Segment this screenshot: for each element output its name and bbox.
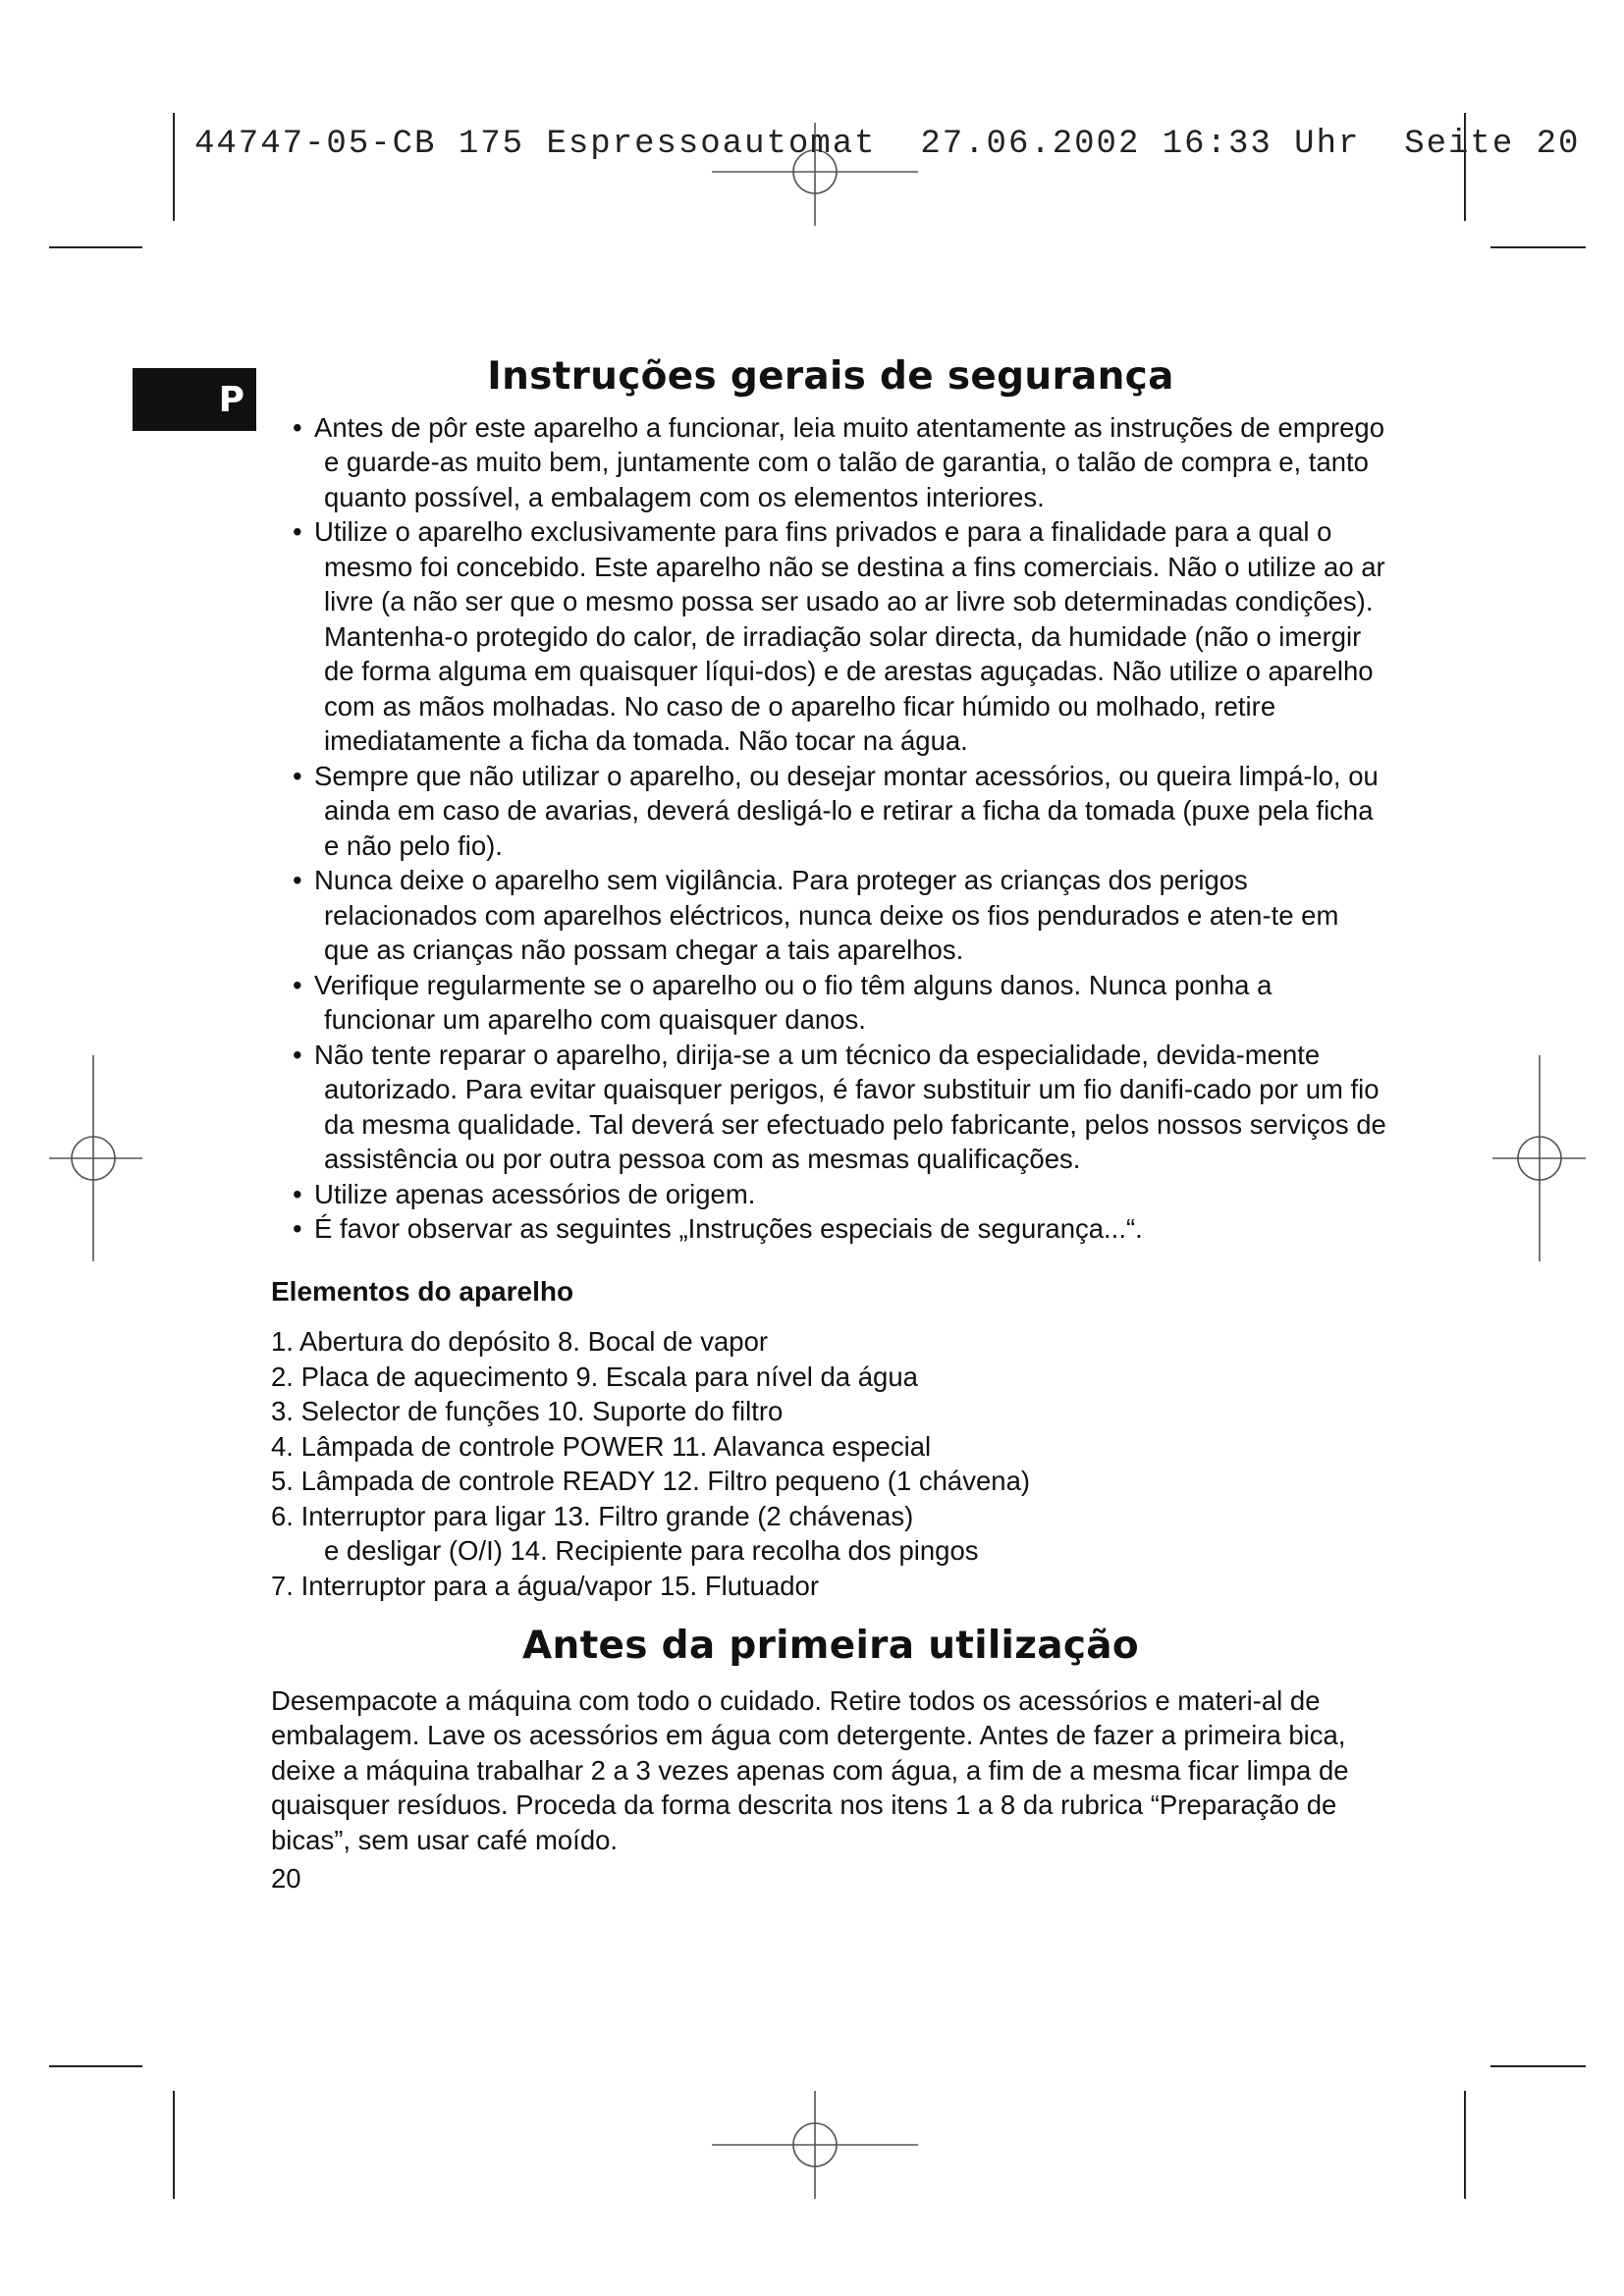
parts-list: [271, 1324, 1390, 1603]
first-use-paragraph: Desempacote a máquina com todo o cuidado. Retire todos os acessórios e materi-al de embalagem. Lave os acessórios em água com detergente. Antes de fazer a primeira bica, deixe a máquina trabalhar 2 a 3 vezes apenas com água, a fim de a mesma ficar limpa de quaisquer resíduos. Proceda da forma descrita nos itens 1 a 8 da rubrica “Preparação de bicas”, sem usar café moído.: [271, 1684, 1349, 1855]
list-item: • É favor observar as seguintes „Instruções especiais de segurança...“.: [293, 1213, 1143, 1244]
page-number: 20: [271, 1863, 301, 1894]
parts-heading: Elementos do aparelho: [271, 1275, 574, 1307]
list-item: 4. Lâmpada de controle POWER 11. Alavanca especial: [271, 1430, 932, 1462]
list-item: 7. Interruptor para a água/vapor 15. Flutuador: [271, 1570, 819, 1601]
list-item: • Não tente reparar o aparelho, dirija-se a um técnico da especialidade, devida-mente autorizado. Para evitar quaisquer perigos, é favor substituir um fio danifi-cado por um fio da mesma qualidade. Tal deverá ser efectuado pelo fabricante, pelos nossos serviços de assistência ou por outra pessoa com as mesmas qualificações.: [293, 1039, 1386, 1174]
list-item: 2. Placa de aquecimento 9. Escala para nível da água: [271, 1361, 918, 1392]
safety-title: Instruções gerais de segurança: [487, 354, 1174, 399]
slug-page: Seite 20: [1404, 126, 1581, 163]
list-item: • Antes de pôr este aparelho a funcionar, leia muito atentamente as instruções de emprego e guarde-as muito bem, juntamente com o talão de garantia, o talão de compra e, tanto quanto possível, a embalagem com os elementos interiores.: [293, 411, 1384, 512]
list-item: 5. Lâmpada de controle READY 12. Filtro pequeno (1 chávena): [271, 1466, 1031, 1496]
list-item: • Nunca deixe o aparelho sem vigilância. Para proteger as crianças dos perigos relacionados com aparelhos eléctricos, nunca deixe os fios pendurados e aten-te em que as crianças não possam chegar a tais aparelhos.: [293, 865, 1339, 965]
list-item: e desligar (O/I) 14. Recipiente para recolha dos pingos: [324, 1535, 979, 1566]
list-item: • Utilize apenas acessórios de origem.: [293, 1178, 756, 1209]
list-item: 3. Selector de funções 10. Suporte do filtro: [271, 1396, 784, 1426]
language-tab: P: [133, 368, 256, 431]
list-item: • Sempre que não utilizar o aparelho, ou desejar montar acessórios, ou queira limpá-lo, ou ainda em caso de avarias, deverá desligá-lo e retirar a ficha da tomada (puxe pela ficha e não pelo fio).: [293, 760, 1379, 861]
list-item: • Verifique regularmente se o aparelho ou o fio têm alguns danos. Nunca ponha a funcionar um aparelho com quaisquer danos.: [293, 969, 1272, 1035]
print-slug: [194, 126, 1580, 163]
list-item: • Utilize o aparelho exclusivamente para fins privados e para a finalidade para a qual o mesmo foi concebido. Este aparelho não se destina a fins comerciais. Não o utilize ao ar livre (a não ser que o mesmo possa ser usado ao ar livre sob determinadas condições). Mantenha-o protegido do calor, de irradiação solar directa, da humidade (não o imergir de forma alguma em quaisquer líqui-dos) e de arestas aguçadas. Não utilize o aparelho com as mãos molhadas. No caso de o aparelho ficar húmido ou molhado, retire imediatamente a ficha da tomada. Não tocar na água.: [293, 516, 1385, 756]
slug-datetime: 27.06.2002 16:33 Uhr: [920, 126, 1361, 163]
list-item: 1. Abertura do depósito 8. Bocal de vapor: [271, 1326, 769, 1357]
safety-list: [271, 410, 1390, 1247]
list-item: 6. Interruptor para ligar 13. Filtro grande (2 chávenas): [271, 1500, 914, 1531]
slug-job: 44747-05-CB 175 Espressoautomat: [194, 126, 877, 163]
first-use-title: Antes da primeira utilização: [522, 1624, 1139, 1668]
page-content: [271, 354, 1390, 1896]
